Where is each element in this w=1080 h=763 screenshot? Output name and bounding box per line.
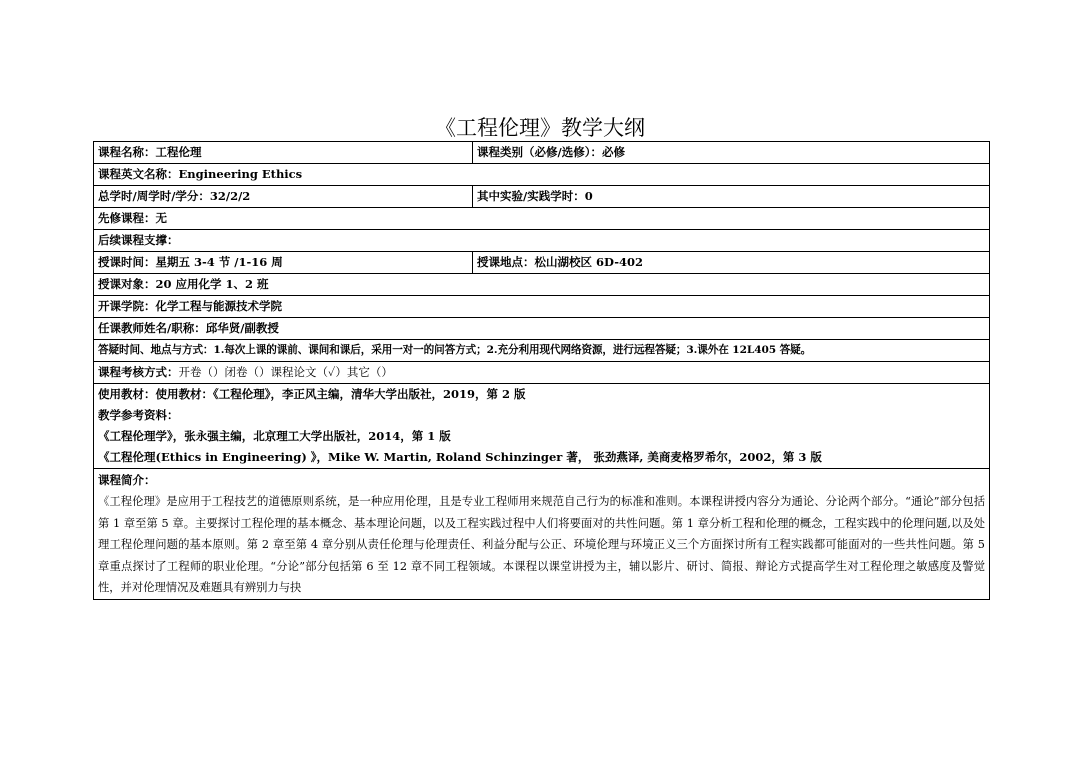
syllabus-table bbox=[93, 141, 990, 600]
table-row bbox=[94, 164, 990, 186]
course-category-cell: 课程类别（必修/选修）：必修 bbox=[473, 142, 990, 164]
assessment-options: 开卷（）闭卷（）课程论文（✓）其它（） bbox=[178, 365, 393, 379]
school-cell: 开课学院：化学工程与能源技术学院 bbox=[94, 296, 990, 318]
reference-item: 《工程伦理(Ethics in Engineering) 》，Mike W. Martin, Roland Schinzinger 著， 张劲燕译, 美商麦格罗希尔，2002，第 3 版 bbox=[98, 450, 822, 464]
qa-cell: 答疑时间、地点与方式：1.每次上课的课前、课间和课后，采用一对一的问答方式；2.充分利用现代网络资源，进行远程答疑；3.课外在 12L405 答疑。 bbox=[94, 340, 990, 362]
class-location-cell: 授课地点：松山湖校区 6D-402 bbox=[473, 252, 990, 274]
audience-cell: 授课对象：20 应用化学 1、2 班 bbox=[94, 274, 990, 296]
references-label: 教学参考资料： bbox=[98, 408, 179, 422]
table-row bbox=[94, 186, 990, 208]
table-row bbox=[94, 469, 990, 600]
textbook-line: 使用教材：使用教材：《工程伦理》，李正风主编，清华大学出版社，2019，第 2 版 bbox=[98, 387, 526, 401]
table-row bbox=[94, 296, 990, 318]
hours-credits-cell: 总学时/周学时/学分：32/2/2 bbox=[94, 186, 473, 208]
follow-up-cell: 后续课程支撑： bbox=[94, 230, 990, 252]
table-row bbox=[94, 274, 990, 296]
prerequisite-cell: 先修课程：无 bbox=[94, 208, 990, 230]
english-name-cell: 课程英文名称：Engineering Ethics bbox=[94, 164, 990, 186]
course-intro-cell bbox=[94, 469, 990, 600]
course-name-cell: 课程名称：工程伦理 bbox=[94, 142, 473, 164]
table-row bbox=[94, 340, 990, 362]
assessment-cell bbox=[94, 362, 990, 384]
lab-hours-cell: 其中实验/实践学时：0 bbox=[473, 186, 990, 208]
intro-text: 《工程伦理》是应用于工程技艺的道德原则系统，是一种应用伦理，且是专业工程师用来规范自己行为的标准和准则。本课程讲授内容分为通论、分论两个部分。“通论”部分包括第 1 章至第 5 章。主要探讨工程伦理的基本概念、基本理论问题，以及工程实践过程中人们将要面对的共性问题。第 1 章分析工程和伦理的概念，工程实践中的伦理问题,以及处理工程伦理问题的基本原则。第 2 章至第 4 章分别从责任伦理与伦理责任、利益分配与公正、环境伦理与环境正义三个方面探讨所有工程实践都可能面对的一些共性问题。第 5 章重点探讨了工程师的职业伦理。“分论”部分包括第 6 至 12 章不同工程领域。本课程以课堂讲授为主，辅以影片、研讨、简报、辩论方式提高学生对工程伦理之敏感度及警觉性，并对伦理情况及难题具有辨别力与抉 bbox=[98, 495, 985, 594]
assessment-label: 课程考核方式： bbox=[98, 365, 179, 379]
materials-cell bbox=[94, 384, 990, 469]
intro-label: 课程简介： bbox=[98, 473, 156, 487]
class-time-cell: 授课时间：星期五 3-4 节 /1-16 周 bbox=[94, 252, 473, 274]
table-row bbox=[94, 318, 990, 340]
table-row bbox=[94, 208, 990, 230]
teacher-cell: 任课教师姓名/职称：邱华贤/副教授 bbox=[94, 318, 990, 340]
table-row bbox=[94, 230, 990, 252]
page-title: 《工程伦理》教学大纲 bbox=[435, 116, 645, 140]
reference-item: 《工程伦理学》，张永强主编，北京理工大学出版社，2014，第 1 版 bbox=[98, 429, 451, 443]
table-row bbox=[94, 362, 990, 384]
table-row bbox=[94, 142, 990, 164]
table-row bbox=[94, 252, 990, 274]
table-row bbox=[94, 384, 990, 469]
